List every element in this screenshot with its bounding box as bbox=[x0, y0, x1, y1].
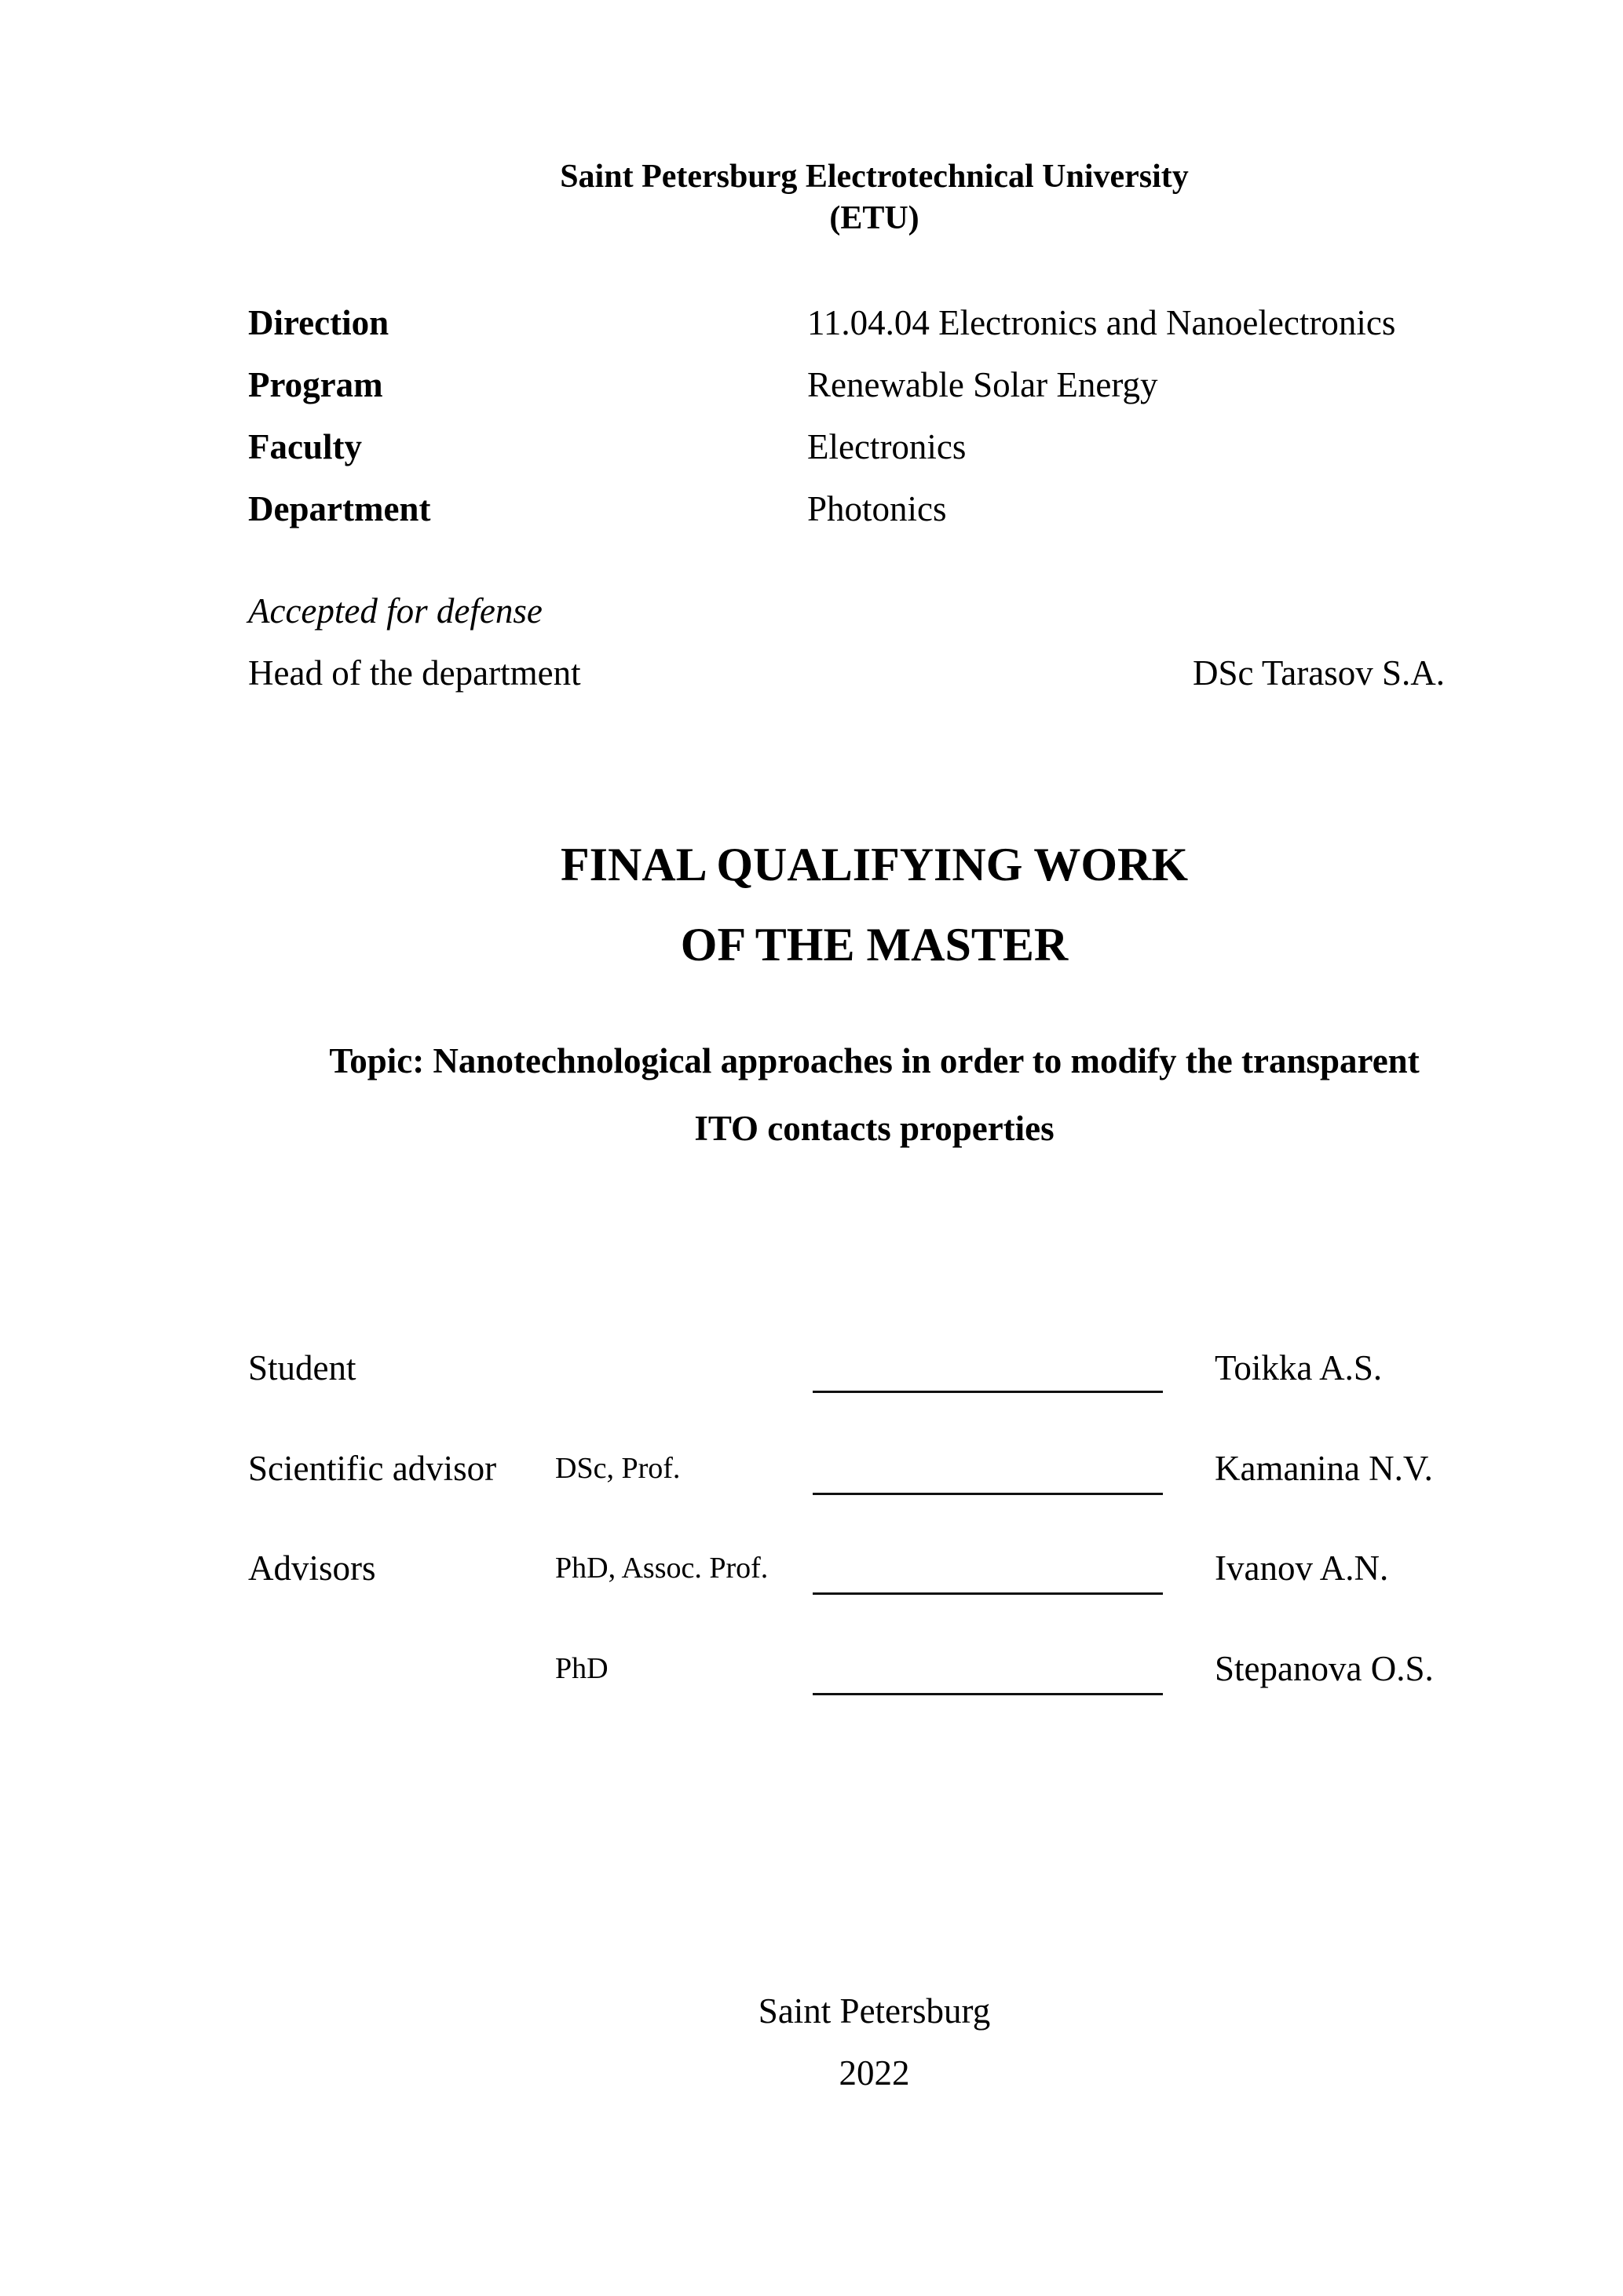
signature-name: Stepanova O.S. bbox=[1215, 1649, 1434, 1688]
topic-line-2: ITO contacts properties bbox=[694, 1109, 1055, 1148]
signature-degree: PhD, Assoc. Prof. bbox=[555, 1552, 769, 1585]
footer-city: Saint Petersburg bbox=[758, 1991, 991, 2031]
signature-role: Student bbox=[248, 1348, 356, 1387]
signature-line bbox=[813, 1592, 1163, 1595]
department-label: Department bbox=[248, 489, 431, 528]
title-line-1: FINAL QUALIFYING WORK bbox=[561, 839, 1188, 890]
head-name: DSc Tarasov S.A. bbox=[1193, 653, 1445, 693]
faculty-label: Faculty bbox=[248, 427, 362, 466]
university-abbr: (ETU) bbox=[829, 200, 919, 236]
program-label: Program bbox=[248, 365, 383, 404]
faculty-value: Electronics bbox=[807, 427, 967, 466]
university-name: Saint Petersburg Electrotechnical University bbox=[560, 159, 1189, 195]
signature-line bbox=[813, 1693, 1163, 1695]
footer-year: 2022 bbox=[839, 2053, 910, 2093]
signature-role: Scientific advisor bbox=[248, 1449, 497, 1488]
title-line-2: OF THE MASTER bbox=[680, 919, 1069, 971]
signature-line bbox=[813, 1391, 1163, 1393]
department-value: Photonics bbox=[807, 489, 947, 528]
signature-name: Kamanina N.V. bbox=[1215, 1449, 1433, 1488]
head-role: Head of the department bbox=[248, 653, 581, 693]
direction-label: Direction bbox=[248, 303, 389, 342]
topic-line-1: Topic: Nanotechnological approaches in order to modify the transparent bbox=[329, 1041, 1420, 1080]
signature-degree: PhD bbox=[555, 1652, 609, 1685]
program-value: Renewable Solar Energy bbox=[807, 365, 1158, 404]
signature-name: Toikka A.S. bbox=[1215, 1348, 1383, 1387]
signature-degree: DSc, Prof. bbox=[555, 1452, 681, 1485]
direction-value: 11.04.04 Electronics and Nanoelectronics bbox=[807, 303, 1396, 342]
signature-name: Ivanov A.N. bbox=[1215, 1548, 1389, 1588]
signature-role: Advisors bbox=[248, 1548, 376, 1588]
signature-line bbox=[813, 1493, 1163, 1495]
accepted-note: Accepted for defense bbox=[248, 591, 543, 631]
